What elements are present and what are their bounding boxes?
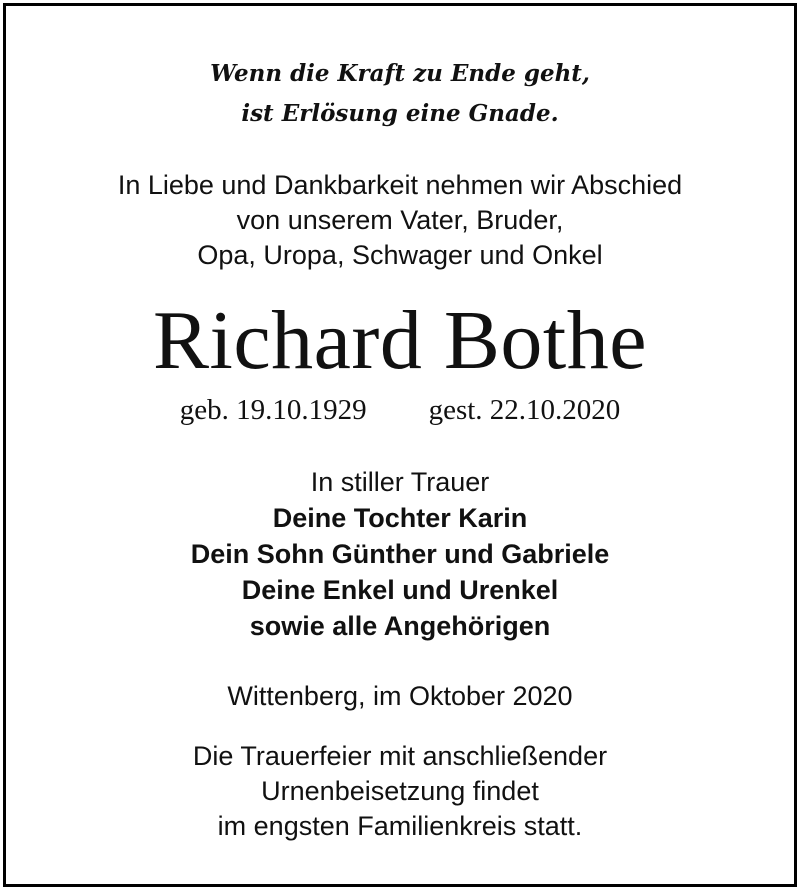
motto-line-2: ist Erlösung eine Gnade. — [241, 100, 559, 127]
mourners-intro: In stiller Trauer — [310, 467, 490, 497]
birth-date: geb. 19.10.1929 — [179, 394, 367, 426]
mourner-line: Dein Sohn Günther und Gabriele — [190, 539, 610, 569]
mourner-line: sowie alle Angehörigen — [249, 611, 551, 641]
funeral-note-line-2: Urnenbeisetzung findet — [261, 776, 539, 806]
obituary-notice — [3, 3, 797, 887]
death-date: gest. 22.10.2020 — [428, 394, 621, 426]
life-dates — [6, 394, 794, 427]
intro-line-3: Opa, Uropa, Schwager und Onkel — [197, 240, 603, 270]
motto-line-1: Wenn die Kraft zu Ende geht, — [210, 60, 590, 87]
funeral-note-line-3: im engsten Familienkreis statt. — [217, 811, 583, 841]
place-and-date: Wittenberg, im Oktober 2020 — [227, 681, 573, 711]
intro-line-2: von unserem Vater, Bruder, — [236, 205, 564, 235]
mourner-line: Deine Enkel und Urenkel — [241, 575, 559, 605]
intro-line-1: In Liebe und Dankbarkeit nehmen wir Abschied — [117, 170, 683, 200]
mourner-line: Deine Tochter Karin — [272, 503, 528, 533]
funeral-note-line-1: Die Trauerfeier mit anschließender — [192, 741, 608, 771]
deceased-name: Richard Bothe — [152, 294, 648, 387]
